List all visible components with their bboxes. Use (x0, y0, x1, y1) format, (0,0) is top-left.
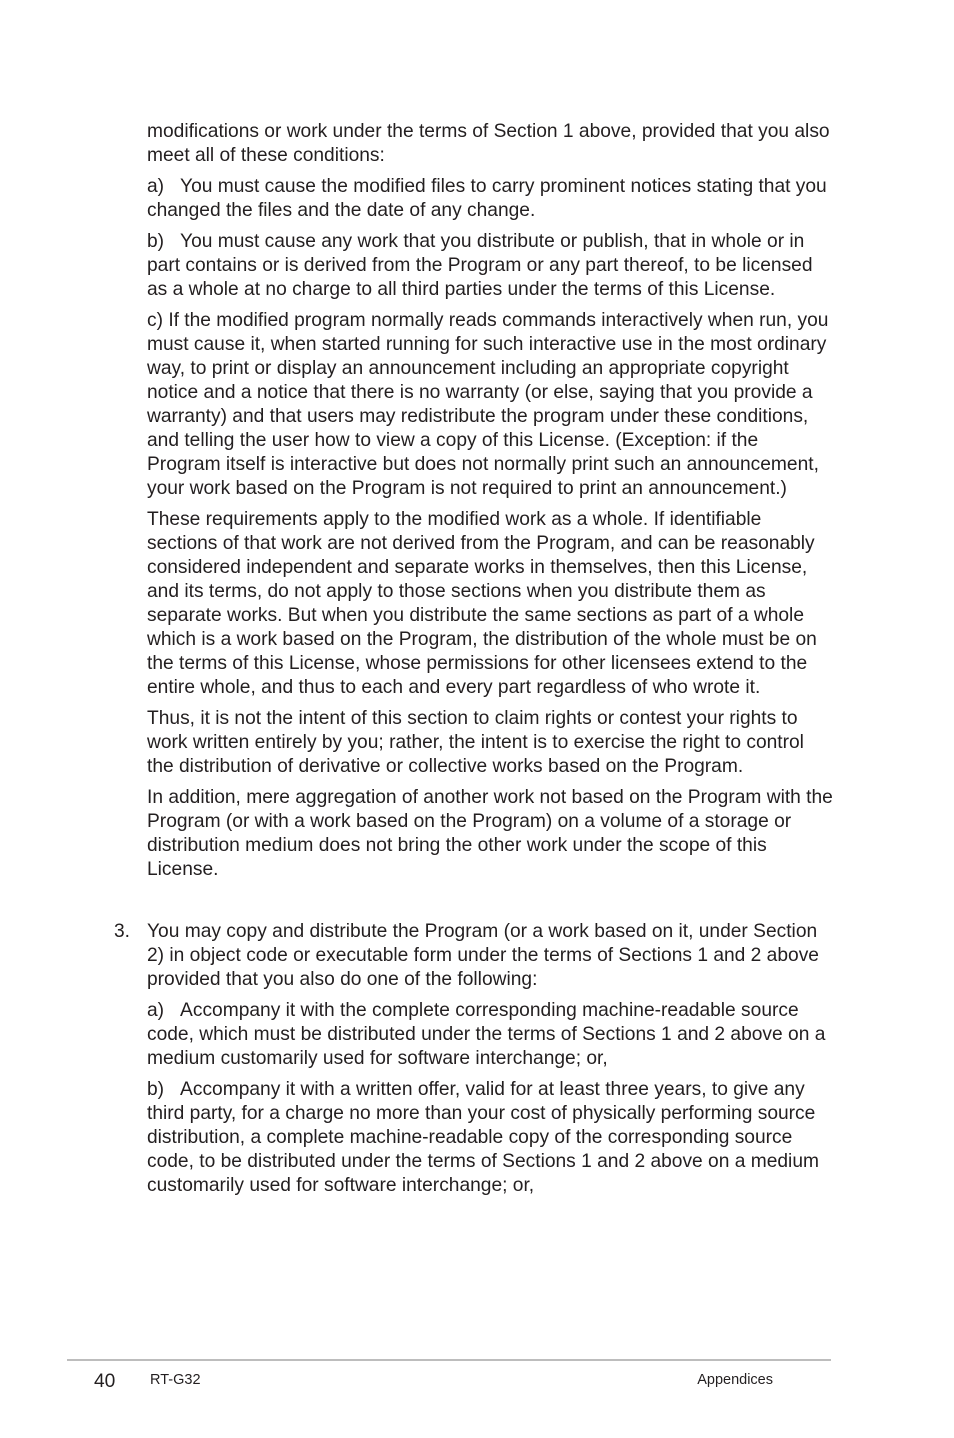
footer-divider (67, 1359, 831, 1361)
section-3-paragraph: You may copy and distribute the Program (or a work based on it, under Section 2) in object code or executable form under the terms of Sections 1 and 2 above provided that you also do one of the following: (147, 921, 825, 990)
page-number: 40 (94, 1371, 116, 1392)
intent-paragraph: Thus, it is not the intent of this section to claim rights or contest your rights to work written entirely by you; rather, the intent is to exercise the right to control the distribution of derivative or collective works based on the Program. (147, 708, 810, 777)
requirements-paragraph: These requirements apply to the modified work as a whole. If identifiable sections of that work are not derived from the Program, and can be reasonably considered independent and separate works in themselves, then this License, and its terms, do not apply to those sections when you distribute them as separate works. But when you distribute the same sections as part of a whole which is a work based on the Program, the distribution of the whole must be on the terms of this License, whose permissions for other licensees extend to the entire whole, and thus to each and every part regardless of who wrote it. (147, 509, 823, 698)
section-3-item (114, 920, 835, 1198)
section-3-option-a-paragraph: a) Accompany it with the complete corresponding machine-readable source code, which must be distributed under the terms of Sections 1 and 2 above on a medium customarily used for software interchange; or, (147, 1000, 831, 1069)
intro-paragraph: modifications or work under the terms of Section 1 above, provided that you also meet all of these conditions: (147, 121, 835, 166)
license-body (114, 120, 839, 1198)
footer-model-name: RT-G32 (150, 1372, 201, 1388)
section-3-option-b-paragraph: b) Accompany it with a written offer, valid for at least three years, to give any third party, for a charge no more than your cost of physically performing source distribution, a complete machine-readable copy of the corresponding source code, to be distributed under the terms of Sections 1 and 2 above on a medium customarily used for software interchange; or, (147, 1079, 825, 1196)
condition-b-paragraph: b) You must cause any work that you distribute or publish, that in whole or in part contains or is derived from the Program or any part thereof, to be licensed as a whole at no charge to all third parties under the terms of this License. (147, 231, 818, 300)
condition-c-paragraph: c) If the modified program normally reads commands interactively when run, you must cause it, when started running for such interactive use in the most ordinary way, to print or display an announcement including an appropriate copyright notice and a notice that there is no warranty (or else, saying that you provide a warranty) and that users may redistribute the program under these conditions, and telling the user how to view a copy of this License. (Exception: if the Program itself is interactive but does not normally print such an announcement, your work based on the Program is not required to print an announcement.) (147, 310, 834, 499)
condition-a-paragraph: a) You must cause the modified files to carry prominent notices stating that you changed the files and the date of any change. (147, 176, 833, 221)
footer-section-name: Appendices (697, 1372, 773, 1388)
section-3-number: 3. (114, 921, 131, 942)
aggregation-paragraph: In addition, mere aggregation of another work not based on the Program with the Program (or with a work based on the Program) on a volume of a storage or distribution medium does not bring the other work under the scope of this License. (147, 787, 839, 880)
